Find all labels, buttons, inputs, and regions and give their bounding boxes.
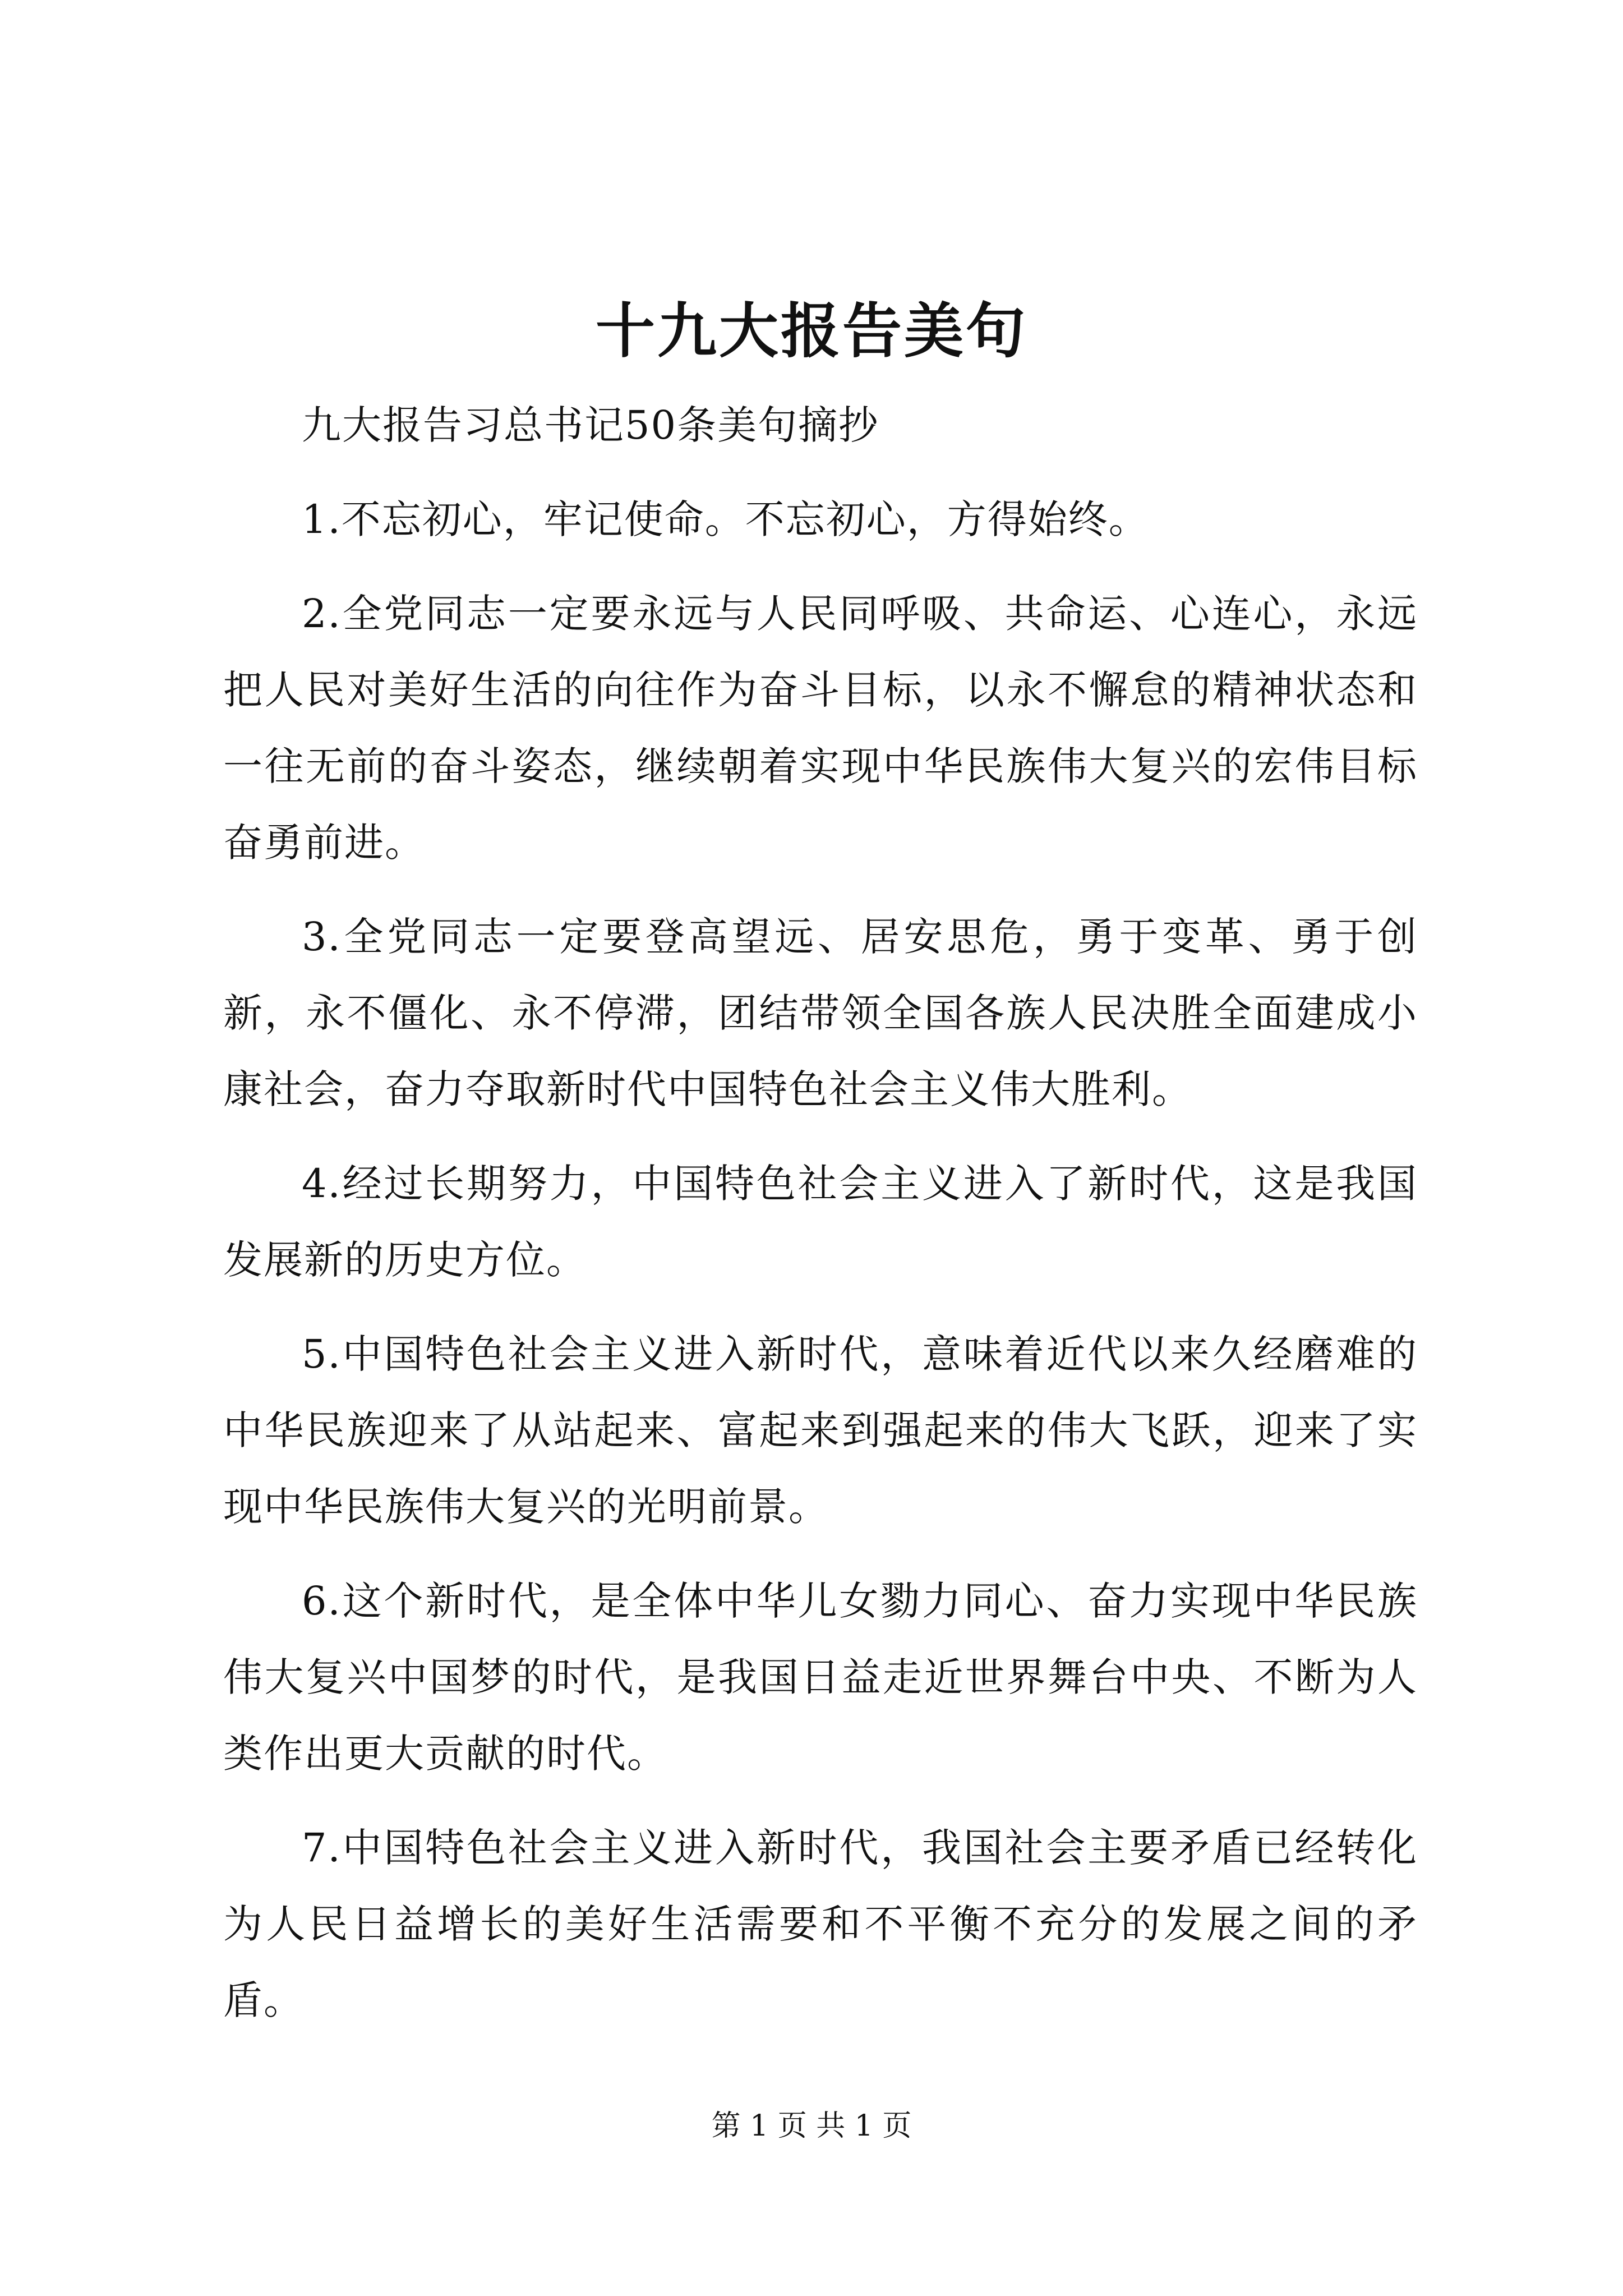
paragraph-item-7: 7.中国特色社会主义进入新时代，我国社会主要矛盾已经转化为人民日益增长的美好生活需要和不平衡不充分的发展之间的矛盾。 xyxy=(223,1825,1418,2023)
paragraph-item-5: 5.中国特色社会主义进入新时代，意味着近代以来久经磨难的中华民族迎来了从站起来、富起来到强起来的伟大飞跃，迎来了实现中华民族伟大复兴的光明前景。 xyxy=(223,1331,1418,1530)
paragraph-item-2: 2.全党同志一定要永远与人民同呼吸、共命运、心连心，永远把人民对美好生活的向往作为奋斗目标，以永不懈怠的精神状态和一往无前的奋斗姿态，继续朝着实现中华民族伟大复兴的宏伟目标奋勇前进。 xyxy=(223,591,1418,866)
document-body xyxy=(223,387,1418,2056)
paragraph-item-1: 1.不忘初心，牢记使命。不忘初心，方得始终。 xyxy=(302,496,1149,542)
paragraph-item-4: 4.经过长期努力，中国特色社会主义进入了新时代，这是我国发展新的历史方位。 xyxy=(223,1161,1418,1283)
paragraph-intro: 九大报告习总书记50条美句摘抄 xyxy=(302,402,879,448)
paragraph-item-3: 3.全党同志一定要登高望远、居安思危，勇于变革、勇于创新，永不僵化、永不停滞，团结带领全国各族人民决胜全面建成小康社会，奋力夺取新时代中国特色社会主义伟大胜利。 xyxy=(223,914,1418,1112)
page-footer: 第 1 页 共 1 页 xyxy=(711,2109,912,2143)
paragraph-item-6: 6.这个新时代，是全体中华儿女勠力同心、奋力实现中华民族伟大复兴中国梦的时代，是我国日益走近世界舞台中央、不断为人类作出更大贡献的时代。 xyxy=(223,1578,1418,1777)
document-title: 十九大报告美句 xyxy=(596,296,1027,366)
